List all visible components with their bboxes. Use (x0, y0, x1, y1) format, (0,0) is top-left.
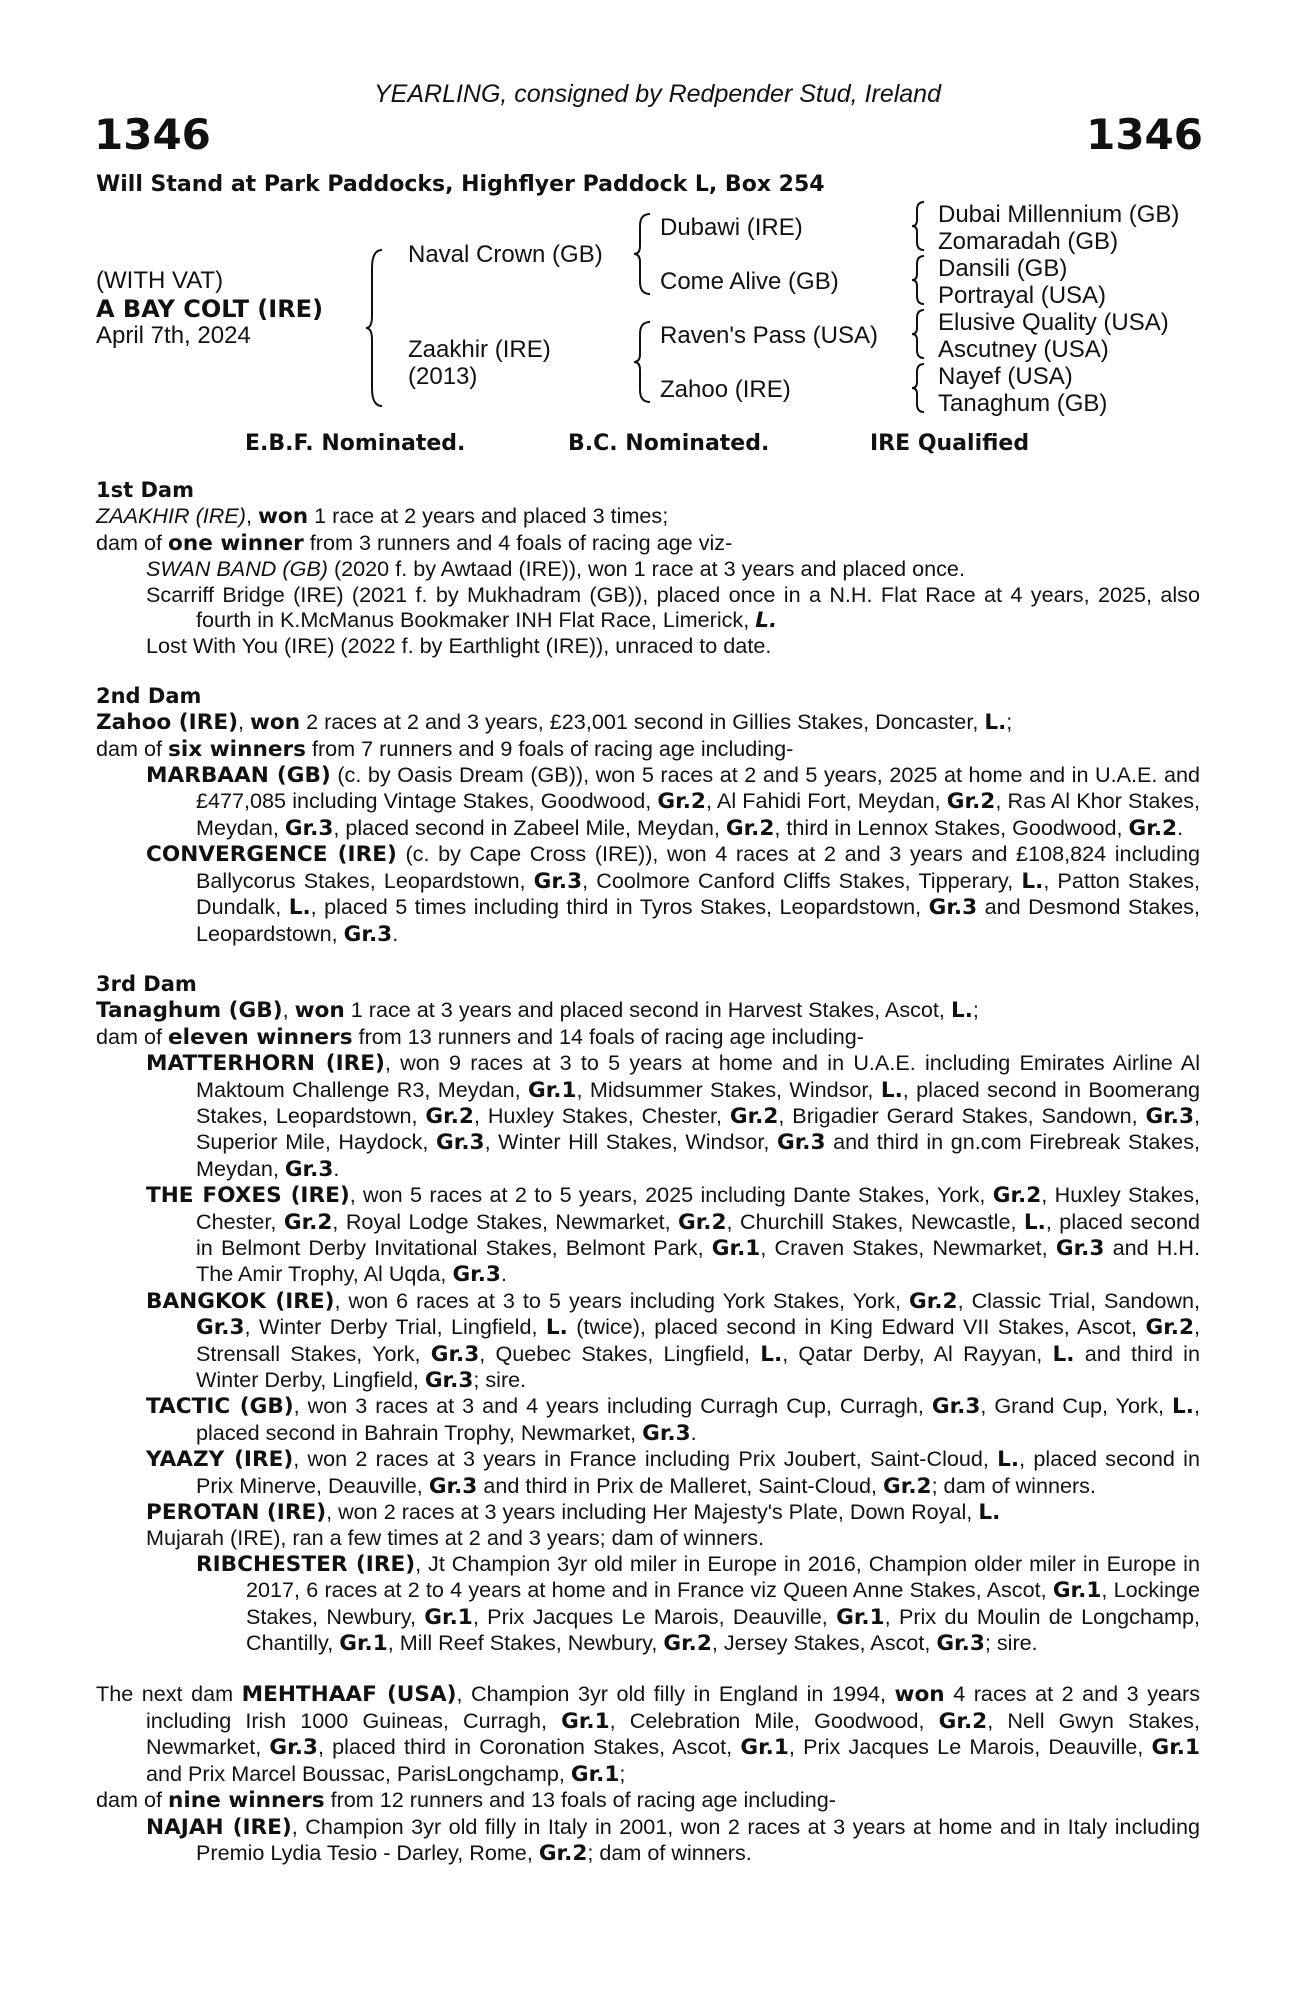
produce-text: , Patton Stakes, Dundalk, (196, 867, 1200, 920)
produce-text: , Celebration Mile, Goodwood, (609, 1707, 939, 1733)
produce-text: , placed third in Coronation Stakes, Ascot, (317, 1734, 741, 1760)
grade: L. (760, 1341, 783, 1367)
stand-location: Will Stand at Park Paddocks, Highflyer Paddock L, Box 254 (96, 172, 825, 197)
grade: Gr.1 (1151, 1735, 1200, 1761)
produce-item (96, 1814, 1200, 1867)
produce-text: , Classic Trial, Sandown, (957, 1287, 1200, 1313)
produce-item (96, 1525, 1200, 1550)
dam-of-label: dam of (96, 1023, 169, 1049)
produce-name: TACTIC (GB) (146, 1394, 294, 1420)
produce-text: 4 races at 2 and 3 years including Irish 1000 Guineas, Curragh, (146, 1681, 1201, 1733)
produce-text: Lost With You (IRE) (2022 f. by Earthlight (IRE)), unraced to date. (146, 633, 772, 659)
produce-text: , Superior Mile, Haydock, (196, 1102, 1200, 1155)
produce-name: RIBCHESTER (IRE) (196, 1551, 416, 1577)
dam3-produce-summary (96, 1024, 1200, 1050)
grade: L. (997, 1447, 1020, 1473)
produce-item (96, 1050, 1200, 1182)
produce-text: , placed second in Belmont Derby Invitational Stakes, Belmont Park, (196, 1208, 1201, 1260)
produce-text: , third in Lennox Stakes, Goodwood, (774, 814, 1129, 840)
won-label: won (894, 1682, 945, 1708)
dam: Zaakhir (IRE) (408, 336, 551, 363)
produce-text: , Craven Stakes, Newmarket, (760, 1234, 1056, 1260)
produce-item (96, 556, 1200, 581)
produce-text: , won 3 races at 3 and 4 years including Curragh Cup, Curragh, (293, 1393, 932, 1419)
dam1-produce-summary (96, 530, 1200, 556)
produce-text: , Coolmore Canford Cliffs Stakes, Tipperary, (582, 867, 1022, 893)
bc-nomination: B.C. Nominated. (568, 431, 770, 456)
produce-text: , Mill Reef Stakes, Newbury, (387, 1630, 664, 1656)
produce-text: , won 6 races at 3 to 5 years including York Stakes, York, (334, 1287, 910, 1313)
produce-text: , Churchill Stakes, Newcastle, (726, 1208, 1024, 1234)
grade: L. (1021, 868, 1044, 894)
grade: Gr.3 (269, 1735, 318, 1761)
grade: Gr.1 (836, 1604, 885, 1630)
produce-text: , Nell Gwyn Stakes, Newmarket, (146, 1707, 1200, 1760)
produce-name: CONVERGENCE (IRE) (146, 842, 397, 868)
grade: L. (1052, 1341, 1075, 1367)
produce-text: , Qatar Derby, Al Rayyan, (782, 1340, 1053, 1366)
dam1-name: ZAAKHIR (IRE) (96, 503, 246, 529)
produce-text: ; (619, 1760, 626, 1786)
grade: Gr.3 (284, 1156, 334, 1182)
produce-item (96, 1393, 1200, 1446)
pedigree-notes (96, 478, 1200, 1866)
sire-sire: Dubawi (IRE) (660, 214, 803, 241)
dam3-heading: 3rd Dam (96, 971, 197, 996)
next-dam-record (96, 1681, 1200, 1787)
produce-text: Mujarah (IRE), ran a few times at 2 and 3 years; dam of winners. (146, 1525, 765, 1551)
won-label: won (257, 504, 309, 530)
dam-dam: Zahoo (IRE) (660, 376, 791, 403)
produce-text: , Brigadier Gerard Stakes, Sandown, (778, 1102, 1146, 1128)
g-dubai-millennium: Dubai Millennium (GB) (938, 201, 1180, 228)
produce-text: (twice), placed second in King Edward VII Stakes, Ascot, (567, 1314, 1146, 1340)
dam2-record-text: 2 races at 2 and 3 years, £23,001 second in Gillies Stakes, Doncaster, (300, 709, 985, 735)
brace-g12 (910, 200, 926, 252)
lot-number-right: 1346 (1086, 110, 1203, 159)
g-dansili: Dansili (GB) (938, 255, 1068, 282)
grade: Gr.3 (936, 1631, 985, 1657)
produce-text: , won 5 races at 2 to 5 years, 2025 including Dante Stakes, York, (349, 1182, 993, 1208)
grade: Gr.1 (570, 1761, 620, 1787)
produce-text: . (392, 920, 399, 946)
produce-text: ; dam of winners. (931, 1472, 1096, 1498)
produce-item (96, 841, 1200, 947)
dam2-name: Zahoo (IRE) (96, 710, 238, 736)
produce-text: , placed second in Bahrain Trophy, Newmarket, (196, 1393, 1200, 1445)
produce-text: , Prix du Moulin de Longchamp, Chantilly, (246, 1603, 1200, 1656)
dam3-record: Tanaghum (GB), won 1 race at 3 years and placed second in Harvest Stakes, Ascot, L.; (96, 997, 979, 1024)
grade: Gr.3 (196, 1315, 245, 1341)
grade: Gr.2 (425, 1103, 474, 1129)
dam2-record: Zahoo (IRE), won 2 races at 2 and 3 years, £23,001 second in Gillies Stakes, Doncaster, L.; (96, 709, 1013, 736)
produce-text: . (1177, 814, 1184, 840)
grade: Gr.3 (1145, 1103, 1194, 1129)
produce-text: (c. by Oasis Dream (GB)), won 5 races at 2 and 5 years, 2025 at home and in U.A.E. and £477,085 including Vintage Stakes, Goodwood, (196, 762, 1200, 814)
produce-name: BANGKOK (IRE) (146, 1288, 335, 1314)
grade: Gr.2 (657, 789, 706, 815)
grade: Gr.2 (1128, 815, 1178, 841)
produce-item (96, 1446, 1200, 1499)
dam-of-label: dam of (96, 735, 169, 761)
g-ascutney: Ascutney (USA) (938, 336, 1109, 363)
produce-text: , won 9 races at 3 to 5 years at home and in U.A.E. including Emirates Airline Al Maktoum Challenge R3, Meydan, (196, 1050, 1200, 1102)
produce-summary-text: from 7 runners and 9 foals of racing age including- (305, 735, 794, 761)
produce-text: and third in Prix de Malleret, Saint-Cloud, (477, 1472, 884, 1498)
produce-text: and third in Winter Derby, Lingfield, (196, 1340, 1200, 1392)
g-elusive-quality: Elusive Quality (USA) (938, 309, 1169, 336)
produce-text: , Jersey Stakes, Ascot, (711, 1630, 937, 1656)
grade: L. (545, 1315, 568, 1341)
produce-text: , won 2 races at 3 years including Her Majesty's Plate, Down Royal, (326, 1499, 979, 1525)
winner-count: nine winners (168, 1788, 325, 1814)
produce-text: , Huxley Stakes, Chester, (196, 1182, 1200, 1234)
grade: Gr.1 (527, 1077, 577, 1103)
produce-text: , Huxley Stakes, Chester, (473, 1102, 730, 1128)
produce-summary-text: from 13 runners and 14 foals of racing age including- (352, 1023, 864, 1049)
produce-text: , placed second in Zabeel Mile, Meydan, (333, 814, 726, 840)
produce-text: , Jt Champion 3yr old miler in Europe in 2016, Champion older miler in Europe in 2017, 6 races at 2 to 4 years at home and in France viz Queen Anne Stakes, Ascot, (246, 1550, 1200, 1603)
brace-main (364, 248, 384, 408)
grade: Gr.2 (992, 1183, 1042, 1209)
grade: Gr.1 (711, 1235, 761, 1261)
brace-sire (632, 212, 652, 296)
dam-of-label: dam of (96, 529, 169, 555)
g-zomaradah: Zomaradah (GB) (938, 228, 1119, 255)
grade: L. (1172, 1394, 1194, 1420)
grade: Gr.3 (931, 1394, 981, 1420)
sire-dam: Come Alive (GB) (660, 268, 839, 295)
lot-number-left: 1346 (94, 110, 211, 159)
produce-summary-text: from 12 runners and 13 foals of racing age including- (324, 1787, 836, 1813)
dam1-record-text: 1 race at 2 years and placed 3 times; (308, 503, 669, 529)
grade: Gr.3 (424, 1368, 474, 1393)
produce-text: , won 2 races at 3 years in France including Prix Joubert, Saint-Cloud, (293, 1446, 998, 1472)
produce-text: , Grand Cup, York, (980, 1393, 1173, 1419)
produce-name: THE FOXES (IRE) (146, 1183, 350, 1209)
grade: Gr.2 (883, 1473, 932, 1499)
produce-text: , Prix Jacques Le Marois, Deauville, (788, 1734, 1152, 1760)
grade: Gr.2 (729, 1103, 779, 1129)
produce-text: , Prix Jacques Le Marois, Deauville, (472, 1603, 837, 1629)
grade: L. (978, 1500, 1001, 1526)
dam1-record: ZAAKHIR (IRE), won 1 race at 2 years and placed 3 times; (96, 503, 669, 530)
produce-text: (c. by Cape Cross (IRE)), won 4 races at 2 and 3 years and £108,824 including Ballycorus Stakes, Leopardstown, (196, 841, 1200, 893)
produce-text: , Champion 3yr old filly in Italy in 2001, won 2 races at 3 years at home and in Italy including Premio Lydia Tesio - Darley, Rome, (196, 1813, 1200, 1865)
grade: Gr.1 (1052, 1578, 1102, 1604)
grade: Gr.2 (1145, 1315, 1195, 1341)
grade: L. (950, 998, 973, 1024)
grade: Gr.3 (428, 1473, 478, 1499)
grade: Gr.3 (1055, 1235, 1105, 1261)
produce-text: , placed second in Boomerang Stakes, Leopardstown, (196, 1076, 1200, 1128)
produce-text: , Lockinge Stakes, Newbury, (246, 1577, 1201, 1629)
grade: Gr.3 (928, 895, 978, 921)
horse-name: A BAY COLT (IRE) (96, 295, 324, 323)
g-tanaghum: Tanaghum (GB) (938, 390, 1108, 417)
produce-name: MARBAAN (GB) (146, 763, 331, 789)
vat-note: (WITH VAT) (96, 267, 224, 294)
dam2-heading: 2nd Dam (96, 683, 202, 708)
grade: L. (880, 1077, 903, 1103)
brace-dam (632, 320, 652, 404)
ebf-nomination: E.B.F. Nominated. (245, 431, 466, 456)
winner-count: one winner (168, 530, 304, 556)
next-dam-intro: The next dam (96, 1681, 242, 1707)
grade: L. (288, 895, 311, 921)
produce-name: MATTERHORN (IRE) (146, 1051, 385, 1077)
g-portrayal: Portrayal (USA) (938, 282, 1107, 309)
grade: Gr.3 (284, 815, 334, 841)
produce-text: (2020 f. by Awtaad (IRE)), won 1 race at 3 years and placed once. (327, 556, 965, 582)
brace-g78 (910, 362, 926, 414)
produce-item (96, 762, 1200, 841)
winner-count: eleven winners (168, 1024, 353, 1050)
foaling-date: April 7th, 2024 (96, 322, 251, 349)
dam-sire: Raven's Pass (USA) (660, 322, 878, 349)
produce-text: , Winter Derby Trial, Lingfield, (244, 1314, 546, 1340)
produce-text: , Midsummer Stakes, Windsor, (576, 1076, 881, 1102)
produce-text: and H.H. The Amir Trophy, Al Uqda, (196, 1234, 1200, 1287)
produce-text: , Winter Hill Stakes, Windsor, (484, 1129, 777, 1155)
g-nayef: Nayef (USA) (938, 363, 1073, 390)
next-dam-name: MEHTHAAF (USA) (241, 1682, 457, 1708)
grade: L. (1023, 1209, 1046, 1235)
dam2-produce-summary (96, 736, 1200, 762)
grade: Gr.2 (938, 1708, 988, 1734)
dam1-heading: 1st Dam (96, 478, 194, 502)
produce-text: ; sire. (984, 1630, 1038, 1656)
won-label: won (249, 710, 301, 736)
grade: Gr.1 (561, 1708, 610, 1734)
grade: Gr.1 (339, 1631, 388, 1657)
grade: Gr.2 (909, 1288, 958, 1314)
grade: Gr.1 (740, 1735, 789, 1761)
grade: Gr.3 (533, 868, 583, 894)
sire: Naval Crown (GB) (408, 241, 603, 268)
dam3-name: Tanaghum (GB) (96, 998, 283, 1024)
produce-item (96, 1551, 1200, 1657)
grade: Gr.3 (642, 1420, 691, 1446)
grade: L. (984, 710, 1007, 736)
grade: Gr.2 (283, 1209, 333, 1235)
produce-text: and Prix Marcel Boussac, ParisLongchamp, (146, 1760, 571, 1786)
produce-name: PEROTAN (IRE) (146, 1500, 327, 1526)
grade: Gr.3 (430, 1341, 480, 1367)
produce-text: , Al Fahidi Fort, Meydan, (705, 788, 947, 814)
winner-count: six winners (168, 736, 306, 762)
produce-text: , Champion 3yr old filly in England in 1994, (456, 1681, 895, 1707)
produce-summary-text: from 3 runners and 4 foals of racing age viz- (303, 529, 733, 555)
punct: ; (1006, 709, 1013, 735)
ire-qualified: IRE Qualified (870, 431, 1030, 456)
produce-text: , placed second in Prix Minerve, Deauville, (196, 1446, 1200, 1498)
produce-text: , Quebec Stakes, Lingfield, (479, 1340, 761, 1366)
brace-g34 (910, 254, 926, 306)
grade: Gr.2 (946, 789, 996, 815)
produce-text: , Royal Lodge Stakes, Newmarket, (332, 1208, 679, 1234)
produce-name: YAAZY (IRE) (146, 1447, 294, 1473)
produce-text: ; sire. (473, 1367, 527, 1392)
produce-item (96, 582, 1200, 634)
dam3-record-text: 1 race at 3 years and placed second in Harvest Stakes, Ascot, (344, 997, 951, 1023)
produce-text: . (333, 1155, 340, 1181)
produce-item (96, 1499, 1200, 1525)
grade: Gr.3 (436, 1130, 485, 1156)
produce-item (96, 1182, 1200, 1288)
produce-text: . (500, 1261, 507, 1287)
listed-suffix: L. (755, 608, 778, 634)
grade: Gr.3 (343, 921, 393, 947)
produce-name: NAJAH (IRE) (146, 1814, 292, 1840)
next-dam-produce-summary (96, 1787, 1200, 1813)
punct: ; (972, 997, 979, 1023)
brace-g56 (910, 308, 926, 360)
produce-text: and Desmond Stakes, Leopardstown, (196, 894, 1200, 946)
grade: Gr.2 (538, 1840, 588, 1866)
dam-year: (2013) (408, 363, 478, 390)
grade: Gr.2 (663, 1631, 712, 1657)
produce-text: and third in gn.com Firebreak Stakes, Meydan, (196, 1129, 1200, 1181)
won-label: won (294, 998, 345, 1024)
grade: Gr.3 (776, 1130, 826, 1156)
produce-item (96, 633, 1200, 658)
dam-of-label: dam of (96, 1787, 169, 1813)
produce-text: , placed 5 times including third in Tyros Stakes, Leopardstown, (310, 894, 929, 920)
produce-name: SWAN BAND (GB) (146, 556, 328, 582)
produce-text: ; dam of winners. (587, 1839, 752, 1865)
grade: Gr.3 (452, 1262, 501, 1288)
consignment-line: YEARLING, consigned by Redpender Stud, Ireland (373, 80, 941, 108)
produce-text: , Strensall Stakes, York, (196, 1314, 1201, 1366)
produce-text: Scarriff Bridge (IRE) (2021 f. by Mukhadram (GB)), placed once in a N.H. Flat Race at 4 years, 2025, also fourth in K.McManus Bookmaker INH Flat Race, Limerick, (146, 581, 1200, 633)
produce-text: . (690, 1419, 697, 1445)
grade: Gr.2 (678, 1209, 727, 1235)
produce-item (96, 1288, 1200, 1394)
grade: Gr.1 (424, 1604, 473, 1630)
grade: Gr.2 (725, 815, 775, 841)
produce-text: , Ras Al Khor Stakes, Meydan, (196, 788, 1201, 840)
